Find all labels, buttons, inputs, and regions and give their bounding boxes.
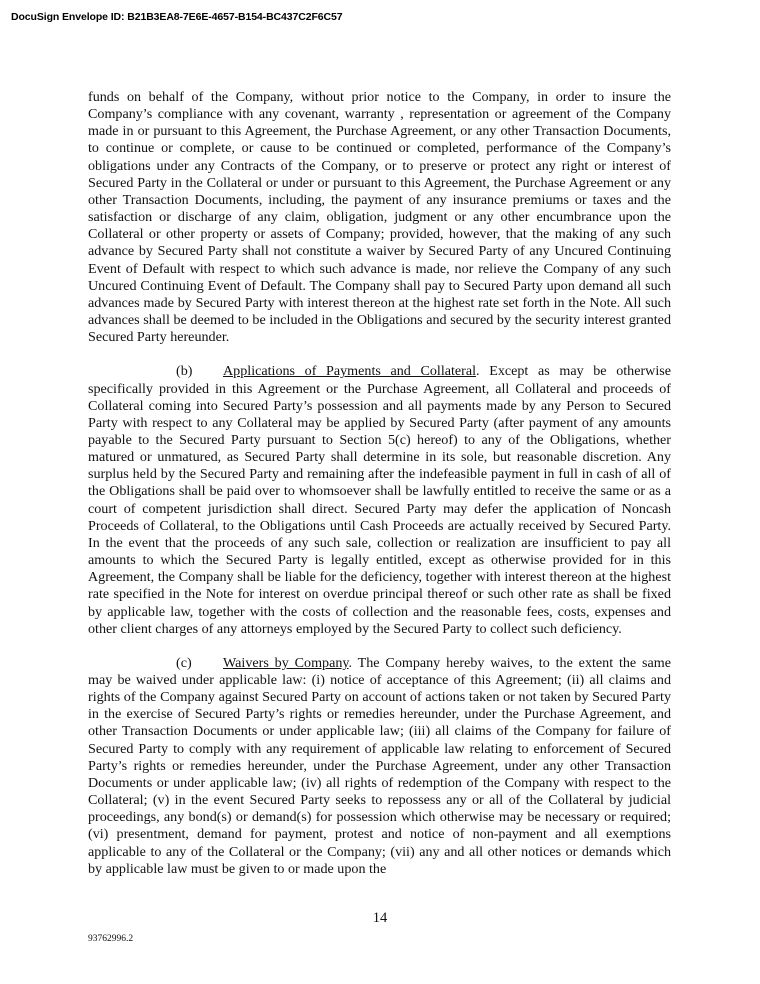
paragraph-continuation: funds on behalf of the Company, without prior notice to the Company, in order to insure the Company’s compliance with any covenant, warranty , representation or agreement of the Company made in or pursuant to this Agreement, the Purchase Agreement, or any other Transaction Documents, to continue or complete, or cause to be continued or completed, performance of the Company’s obligations under any Contracts of the Company, or to preserve or protect any right or interest of Secured Party in the Collateral or under or pursuant to this Agreement, the Purchase Agreement or any other Transaction Documents, including, the payment of any insurance premiums or taxes and the satisfaction or discharge of any claim, obligation, judgment or any other encumbrance upon the Collateral or other property or assets of Company; provided, however, that the making of any such advance by Secured Party shall not constitute a waiver by Secured Party of any Uncured Continuing Event of Default with respect to which such advance is made, nor relieve the Company of any such Uncured Continuing Event of Default. The Company shall pay to Secured Party upon demand all such advances made by Secured Party with interest thereon at the highest rate set forth in the Note. All such advances shall be deemed to be included in the Obligations and secured by the security interest granted Secured Party hereunder. [88,89,671,346]
docusign-envelope-id: DocuSign Envelope ID: B21B3EA8-7E6E-4657-B154-BC437C2F6C57 [11,11,343,23]
paragraph-b-label: (b) [176,363,193,380]
document-id: 93762996.2 [88,934,134,944]
document-body [88,89,671,895]
paragraph-b-text: . Except as may be otherwise specifically provided in this Agreement or the Purchase Agreement, all Collateral and proceeds of Collateral coming into Secured Party’s possession and all payments made by any Person to Secured Party with respect to any Collateral may be applied by Secured Party (after payment of any amounts payable to the Secured Party pursuant to Section 5(c) hereof) to any of the Obligations, whether matured or unmatured, as Secured Party shall determine in its sole, but reasonable discretion. Any surplus held by the Secured Party and remaining after the indefeasible payment in full in cash of all of the Obligations shall be paid over to whomsoever shall be lawfully entitled to receive the same or as a court of competent jurisdiction shall direct. Secured Party may defer the application of Noncash Proceeds of Collateral, to the Obligations until Cash Proceeds are actually received by Secured Party. In the event that the proceeds of any such sale, collection or realization are insufficient to pay all amounts to which the Secured Party is legally entitled, except as otherwise provided for in this Agreement, the Company shall be liable for the deficiency, together with interest thereon at the highest rate specified in the Note for interest on overdue principal thereof or such other rate as shall be fixed by applicable law, together with the costs of collection and the reasonable fees, costs, expenses and other client charges of any attorneys employed by the Secured Party to collect such deficiency. [88,363,671,637]
paragraph-c-text: . The Company hereby waives, to the extent the same may be waived under applicable law: (i) notice of acceptance of this Agreement; (ii) all claims and rights of the Company against Secured Party on account of actions taken or not taken by Secured Party in the exercise of Secured Party’s rights or remedies hereunder, under the Purchase Agreement, and other Transaction Documents or under applicable law; (iii) all claims of the Company for failure of Secured Party to comply with any requirement of applicable law relating to enforcement of Secured Party’s rights or remedies hereunder, under the Purchase Agreement, under any other Transaction Documents or under applicable law; (iv) all rights of redemption of the Company with respect to the Collateral; (v) in the event Secured Party seeks to repossess any or all of the Collateral by judicial proceedings, any bond(s) or demand(s) for possession which otherwise may be necessary or required; (vi) presentment, demand for payment, protest and notice of non-payment and all exemptions applicable to any of the Collateral or the Company; (vii) any and all other notices or demands which by applicable law must be given to or made upon the [88,654,672,877]
paragraph-c-label: (c) [176,654,192,671]
paragraph-c-heading: Waivers by Company [223,654,349,671]
paragraph-b [88,363,671,638]
paragraph-b-heading: Applications of Payments and Collateral [223,363,477,380]
paragraph-c [88,655,671,878]
page-number: 14 [372,910,388,926]
